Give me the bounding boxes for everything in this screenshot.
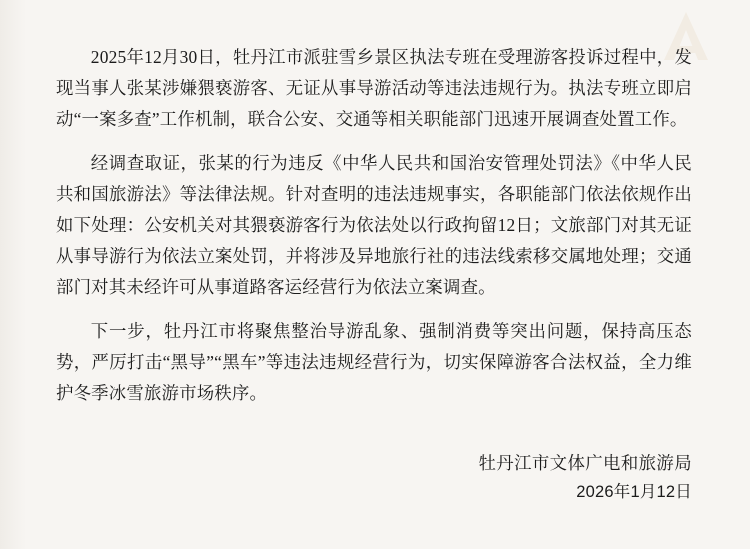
- paragraph-1: 2025年12月30日，牡丹江市派驻雪乡景区执法专班在受理游客投诉过程中，发现当事人张某涉嫌猥亵游客、无证从事导游活动等违法违规行为。执法专班立即启动“一案多查”工作机制，联合公安、交通等相关职能部门迅速开展调查处置工作。: [56, 47, 692, 129]
- document-body: [56, 42, 692, 422]
- signature-date: 2026年1月12日: [576, 483, 692, 501]
- paragraph-3: 下一步，牡丹江市将聚焦整治导游乱象、强制消费等突出问题，保持高压态势，严厉打击“黑导”“黑车”等违法违规经营行为，切实保障游客合法权益，全力维护冬季冰雪旅游市场秩序。: [56, 321, 692, 403]
- paragraph-2: 经调查取证，张某的行为违反《中华人民共和国治安管理处罚法》《中华人民共和国旅游法》等法律法规。针对查明的违法违规事实，各职能部门依法依规作出如下处理：公安机关对其猥亵游客行为依法处以行政拘留12日；文旅部门对其无证从事导游行为依法立案处罚，并将涉及异地旅行社的违法线索移交属地处理；交通部门对其未经许可从事道路客运经营行为依法立案调查。: [56, 153, 692, 297]
- page-left-edge: [0, 0, 26, 549]
- signature-block: [479, 448, 693, 506]
- signature-organization: 牡丹江市文体广电和旅游局: [478, 453, 692, 473]
